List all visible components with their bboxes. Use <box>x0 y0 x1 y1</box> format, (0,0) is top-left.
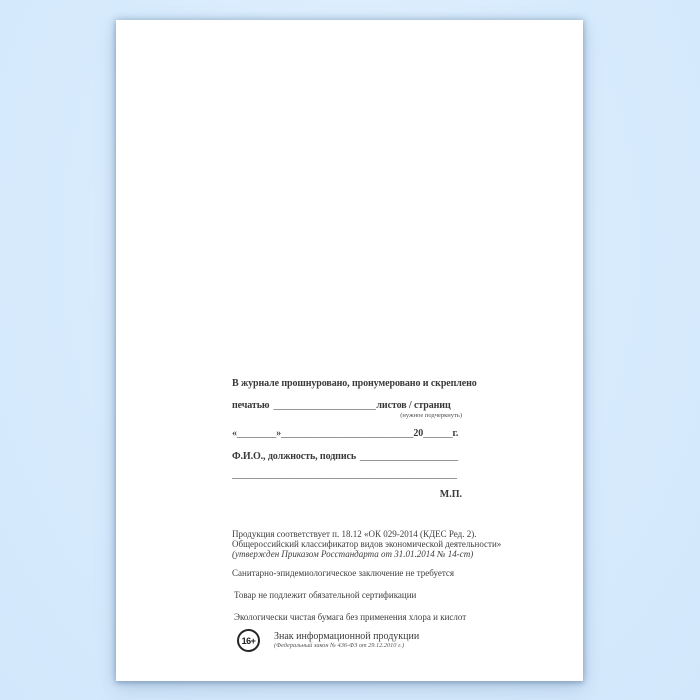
day-blank-field: ________ <box>236 428 277 439</box>
certification-statement: Товар не подлежит обязательной сертификации <box>234 590 417 600</box>
open-quote: « <box>232 428 237 439</box>
date-line <box>232 428 462 439</box>
compliance-line-3: (утвержден Приказом Росстандарта от 31.01.2014 № 14-ст) <box>232 549 474 559</box>
year-prefix: 20 <box>413 428 424 439</box>
year-blank-field: ______ <box>423 428 453 439</box>
seal-blank-field: _____________________ <box>273 400 377 411</box>
month-blank-field: ___________________________ <box>281 428 414 439</box>
eco-paper-statement: Экологически чистая бумага без применения хлора и кислот <box>234 612 467 622</box>
fio-blank-field: ____________________ <box>360 451 459 462</box>
compliance-paragraph <box>232 529 502 559</box>
close-quote: » <box>276 428 282 439</box>
signature-rule-line: _____________________________________________ <box>232 469 457 480</box>
seal-sheets-line <box>232 400 462 411</box>
back-page-text-block <box>232 378 502 652</box>
age-mark-text <box>274 631 419 650</box>
age-mark-law-note: (Федеральный закон № 436-ФЗ от 29.12.2010 г.) <box>274 642 405 649</box>
stitch-certification-line: В журнале прошнуровано, пронумеровано и скреплено <box>232 378 477 389</box>
fio-position-signature-line <box>232 451 462 462</box>
year-suffix: г. <box>452 428 459 439</box>
age-mark-row <box>232 629 462 652</box>
compliance-line-2: Общероссийский классификатор видов экономической деятельности» <box>232 539 502 549</box>
journal-back-page <box>116 20 583 681</box>
age-16-plus-icon: 16+ <box>237 629 260 652</box>
underline-instruction-note: (нужное подчеркнуть) <box>400 412 462 419</box>
sanitary-statement: Санитарно-эпидемиологическое заключение не требуется <box>232 568 455 578</box>
sheets-pages-label: листов / страниц <box>376 400 451 411</box>
fio-label: Ф.И.О., должность, подпись <box>232 451 357 462</box>
age-mark-title: Знак информационной продукции <box>274 631 420 642</box>
seal-prefix-label: печатью <box>232 400 270 411</box>
compliance-line-1: Продукция соответствует п. 18.12 «ОК 029-2014 (КДЕС Ред. 2). <box>232 529 477 539</box>
stamp-place-label: М.П. <box>439 489 462 500</box>
